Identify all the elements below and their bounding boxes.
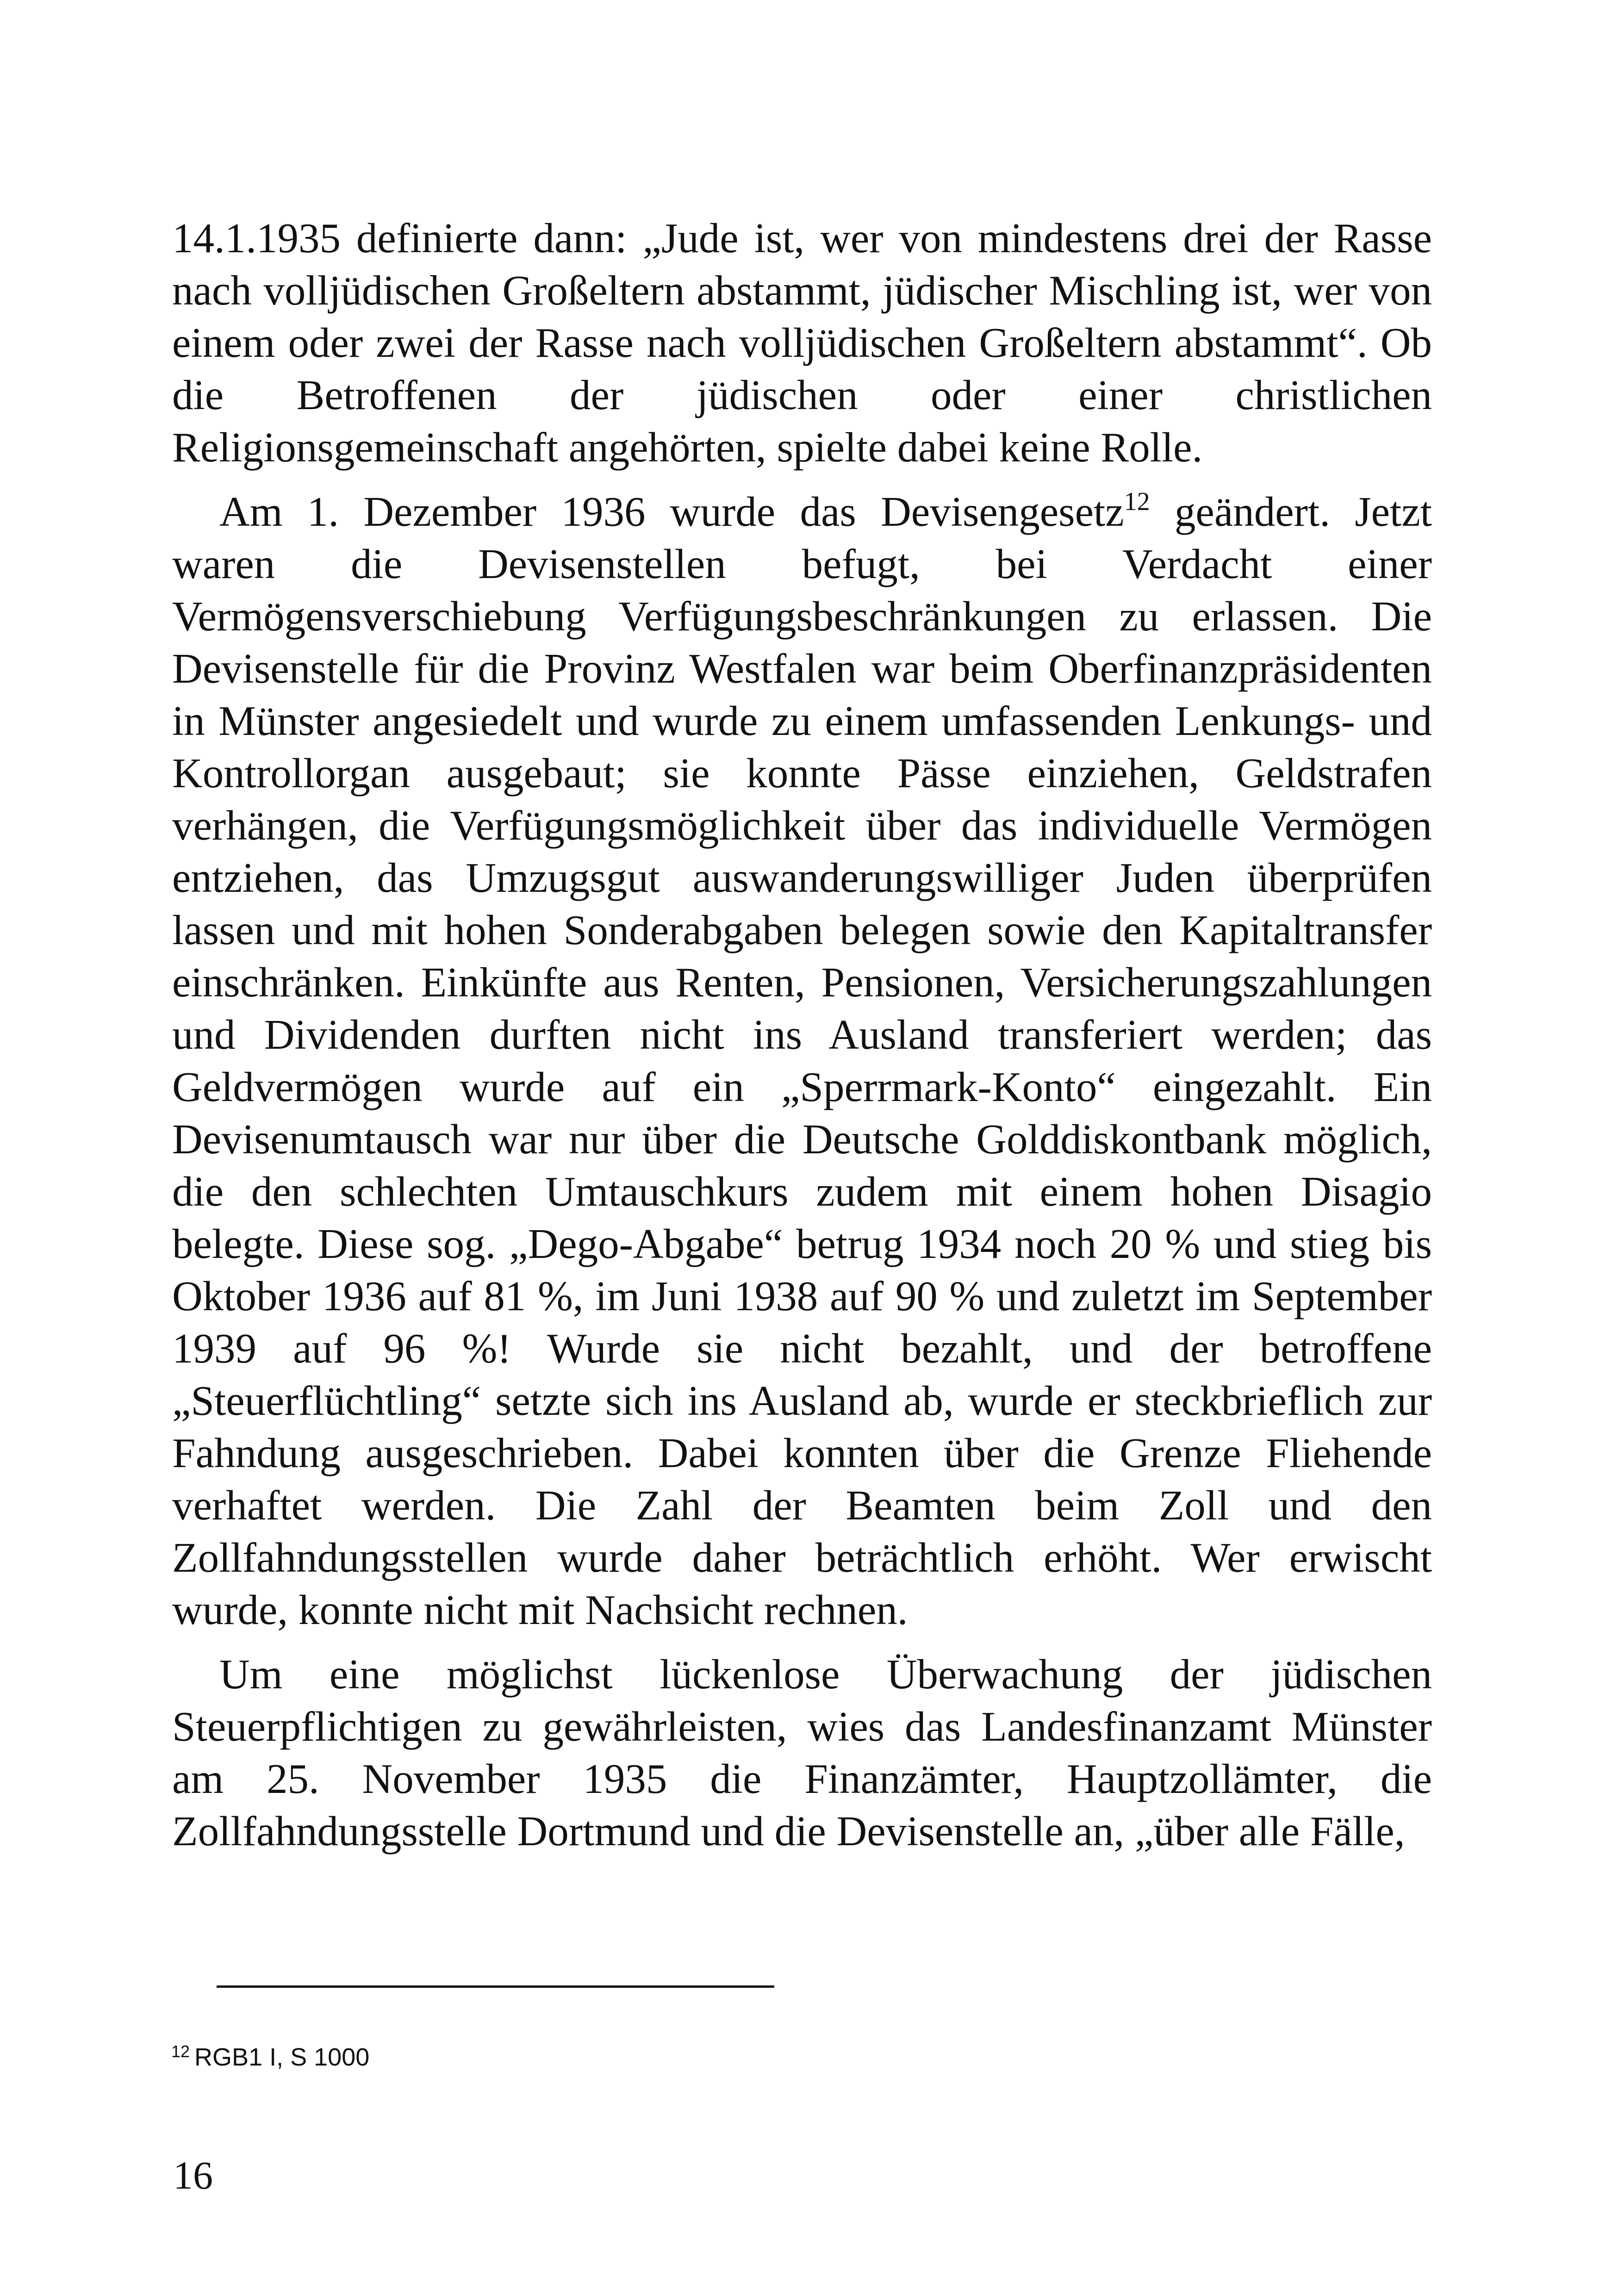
paragraph-3: Um eine möglichst lückenlose Überwachung der jüdischen Steuerpflichtigen zu gewährleisten, wies das Landesfinanzamt Münster am 25. November 1935 die Finanzämter, Hauptzollämter, die Zollfahndungsstelle Dortmund und die Devisenstelle an, „über alle Fälle, [172, 1651, 1432, 1854]
paragraph-2-text-before: Am 1. Dezember 1936 wurde das Devisengesetz [219, 488, 1124, 535]
paragraph-1: 14.1.1935 definierte dann: „Jude ist, wer von mindestens drei der Rasse nach volljüdischen Großeltern abstammt, jüdischer Mischling ist, wer von einem oder zwei der Rasse nach volljüdischen Großeltern abstammt“. Ob die Betroffenen der jüdischen oder einer christlichen Religionsgemeinschaft angehörten, spielte dabei keine Rolle. [172, 215, 1432, 471]
footnote-separator [217, 1985, 774, 1988]
footnote-text: RGB1 I, S 1000 [194, 2043, 370, 2071]
paragraph-2 [172, 485, 1432, 1636]
page-number: 16 [173, 2153, 213, 2197]
footnote-number: 12 [171, 2042, 190, 2061]
paragraph-2-text-after: geändert. Jetzt waren die Devisenstellen befugt, bei Verdacht einer Vermögensverschiebung Verfügungsbeschränkungen zu erlassen. Die Devisenstelle für die Provinz Westfalen war beim Oberfinanzpräsidenten in Münster angesiedelt und wurde zu einem umfassenden Lenkungs- und Kontrollorgan ausgebaut; sie konnte Pässe einziehen, Geldstrafen verhängen, die Verfügungsmöglichkeit über das individuelle Vermögen entziehen, das Umzugsgut auswanderungswilliger Juden überprüfen lassen und mit hohen Sonderabgaben belegen sowie den Kapitaltransfer einschränken. Einkünfte aus Renten, Pensionen, Versicherungszahlungen und Dividenden durften nicht ins Ausland transferiert werden; das Geldvermögen wurde auf ein „Sperrmark-Konto“ eingezahlt. Ein Devisenumtausch war nur über die Deutsche Golddiskontbank möglich, die den schlechten Umtauschkurs zudem mit einem hohen Disagio belegte. Diese sog. „Dego-Abgabe“ betrug 1934 noch 20 % und stieg bis Oktober 1936 auf 81 %, im Juni 1938 auf 90 % und zuletzt im September 1939 auf 96 %! Wurde sie nicht bezahlt, und der betroffene „Steuerflüchtling“ setzte sich ins Ausland ab, wurde er steckbrieflich zur Fahndung ausgeschrieben. Dabei konnten über die Grenze Fliehende verhaftet werden. Die Zahl der Beamten beim Zoll und den Zollfahndungsstellen wurde daher beträchtlich erhöht. Wer erwischt wurde, konnte nicht mit Nachsicht rechnen. [172, 488, 1432, 1633]
body-text [172, 212, 1432, 1857]
footnote-reference-12[interactable]: 12 [1124, 487, 1150, 516]
footnote-12 [171, 2041, 369, 2073]
